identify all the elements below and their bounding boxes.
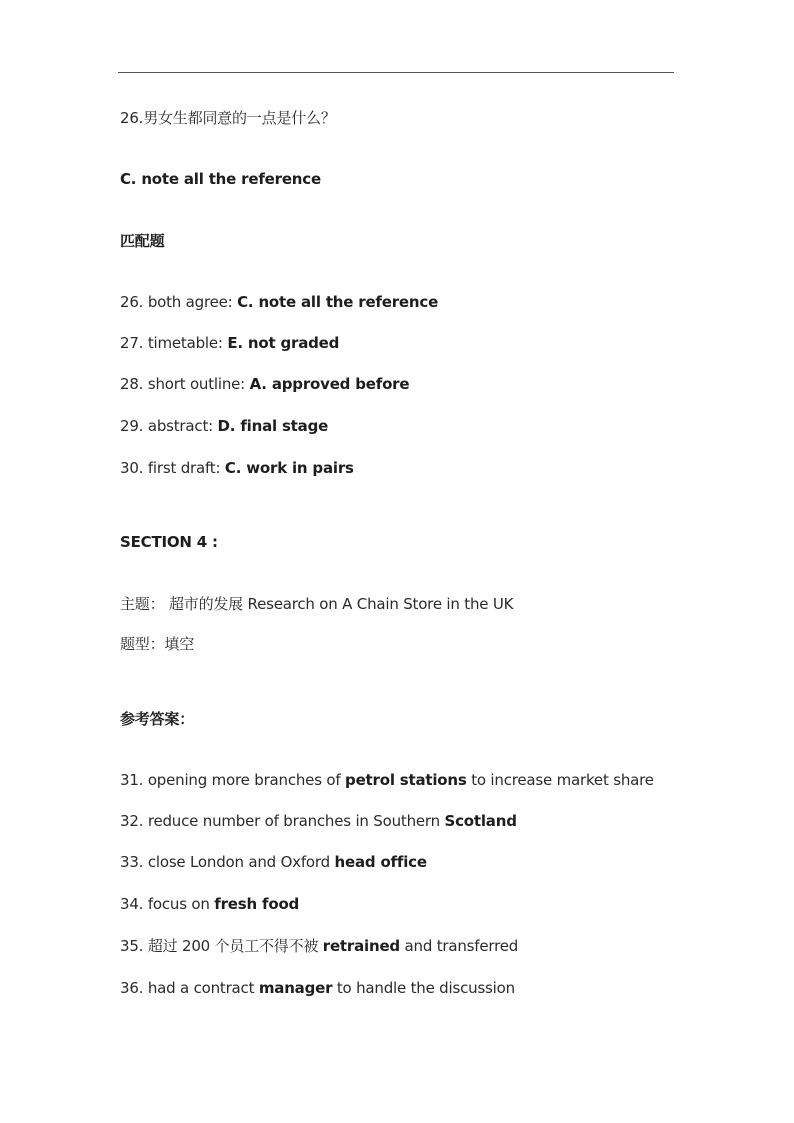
answer-key: Scotland bbox=[444, 812, 517, 830]
answer-before: 35. 超过 200 个员工不得不被 bbox=[120, 937, 323, 955]
matching-item-29 bbox=[120, 416, 328, 436]
answer-key: fresh food bbox=[214, 895, 300, 913]
answer-after: to handle the discussion bbox=[332, 979, 515, 997]
answer-before: 32. reduce number of branches in Southern bbox=[120, 812, 445, 830]
answer-item-33 bbox=[120, 852, 427, 872]
topic-line: 主题： 超市的发展 Research on A Chain Store in the UK bbox=[120, 595, 514, 613]
matching-answer: D. final stage bbox=[217, 417, 329, 435]
matching-answer: A. approved before bbox=[249, 375, 410, 393]
answer-after: and transferred bbox=[399, 937, 519, 955]
matching-prefix: 27. timetable: bbox=[120, 334, 228, 352]
matching-prefix: 30. first draft: bbox=[120, 459, 225, 477]
matching-item-26 bbox=[120, 292, 438, 312]
answer-key: manager bbox=[258, 979, 333, 997]
question-type-line: 题型：填空 bbox=[120, 635, 195, 653]
matching-answer: E. not graded bbox=[227, 334, 340, 352]
answers-heading: 参考答案： bbox=[120, 710, 195, 728]
q26-question: 26.男女生都同意的一点是什么？ bbox=[120, 109, 336, 127]
section-title: SECTION 4 : bbox=[120, 533, 218, 551]
q26-answer: C. note all the reference bbox=[120, 170, 321, 188]
matching-item-28 bbox=[120, 374, 409, 394]
answer-key: petrol stations bbox=[345, 771, 467, 789]
answer-before: 36. had a contract bbox=[120, 979, 259, 997]
answer-key: retrained bbox=[322, 937, 400, 955]
answer-item-36 bbox=[120, 978, 515, 998]
answer-before: 34. focus on bbox=[120, 895, 215, 913]
answer-after: to increase market share bbox=[466, 771, 654, 789]
answer-before: 31. opening more branches of bbox=[120, 771, 346, 789]
answer-item-34 bbox=[120, 894, 299, 914]
answer-before: 33. close London and Oxford bbox=[120, 853, 335, 871]
matching-answer: C. work in pairs bbox=[224, 459, 354, 477]
answer-item-32 bbox=[120, 811, 517, 831]
matching-item-30 bbox=[120, 458, 354, 478]
header-rule bbox=[118, 72, 674, 73]
answer-item-31 bbox=[120, 770, 654, 790]
answer-key: head office bbox=[334, 853, 427, 871]
matching-answer: C. note all the reference bbox=[237, 293, 439, 311]
matching-prefix: 29. abstract: bbox=[120, 417, 218, 435]
matching-heading: 匹配题 bbox=[120, 232, 165, 250]
matching-item-27 bbox=[120, 333, 339, 353]
matching-prefix: 28. short outline: bbox=[120, 375, 250, 393]
answer-item-35 bbox=[120, 936, 518, 956]
matching-prefix: 26. both agree: bbox=[120, 293, 238, 311]
